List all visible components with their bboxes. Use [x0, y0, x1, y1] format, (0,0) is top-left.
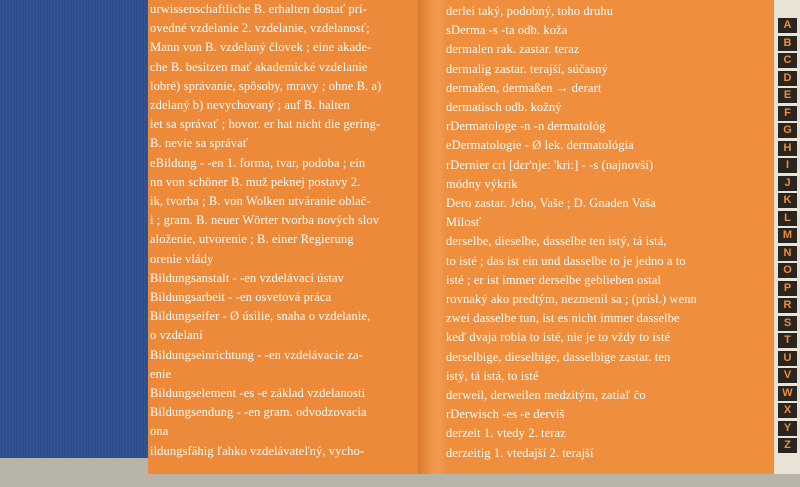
dictionary-line: che B. besitzen mať akademické vzdelanie: [150, 59, 368, 74]
dictionary-line: Bildungseinrichtung - -en vzdelávacie za-: [150, 347, 364, 362]
dictionary-line: zdelaný b) nevychovaný ; auf B. halten: [150, 98, 350, 112]
thumb-tab-e: E: [778, 88, 797, 103]
dictionary-line: Mann von B. vzdelaný človek ; eine akade-: [150, 40, 372, 55]
dictionary-line: derzeit 1. vtedy 2. teraz: [446, 426, 566, 441]
thumb-tab-c: C: [778, 53, 797, 68]
dictionary-line: o vzdelaní: [150, 328, 203, 343]
dictionary-line: Milosť: [446, 215, 482, 230]
dictionary-line: módny výkrik: [446, 176, 518, 191]
dictionary-line: B. nevie sa správať: [150, 136, 249, 151]
dictionary-line: ona: [150, 424, 169, 439]
dictionary-line: i ; gram. B. neuer Wörter tvorba nových slov: [150, 213, 380, 228]
thumb-tab-z: Z: [778, 438, 797, 453]
thumb-tab-m: M: [778, 228, 797, 243]
thumb-tab-u: U: [778, 351, 797, 366]
dictionary-line: derzeitig 1. vtedajší 2. terajší: [446, 445, 594, 460]
thumb-tab-l: L: [778, 211, 797, 226]
dictionary-line: istý, tá istá, to isté: [446, 368, 539, 383]
dictionary-line: urwissenschaftliche B. erhalten dostať prí-: [150, 2, 367, 16]
dictionary-line: ildungsfähig ľahko vzdelávateľný, vycho-: [150, 443, 365, 458]
dictionary-line: keď dvaja robia to isté, nie je to vždy to isté: [446, 330, 671, 345]
thumb-tab-x: X: [778, 403, 797, 418]
dictionary-line: rDermatologe -n -n dermatológ: [446, 119, 606, 134]
thumb-tab-p: P: [778, 281, 797, 296]
dictionary-line: rDerwisch -es -e derviš: [446, 407, 565, 422]
dictionary-line: Bildungsarbeit - -en osvetová práca: [150, 290, 332, 304]
dictionary-line: enie: [150, 366, 172, 381]
thumb-tab-n: N: [778, 246, 797, 261]
thumb-tab-f: F: [778, 106, 797, 121]
thumb-tab-y: Y: [778, 421, 797, 436]
dictionary-line: lobré) správanie, spôsoby, mravy ; ohne B. a): [150, 78, 382, 93]
right-page: [446, 0, 774, 474]
thumb-tab-w: W: [778, 386, 797, 401]
thumb-tab-j: J: [778, 176, 797, 191]
dictionary-line: ik, tvorba ; B. von Wolken utváranie oblač-: [150, 194, 371, 208]
thumb-tab-t: T: [778, 333, 797, 348]
dictionary-line: derlei taký, podobný, toho druhu: [446, 4, 614, 18]
dictionary-line: to isté ; das ist ein und dasselbe to je jedno a to: [446, 253, 686, 268]
dictionary-line: dermatisch odb. kožný: [446, 100, 562, 114]
dictionary-line: Bildungsendung - -en gram. odvodzovacia: [150, 405, 367, 420]
dictionary-line: ovedné vzdelanie 2. vzdelanie, vzdelanosť;: [150, 21, 370, 36]
dictionary-line: isté ; er ist immer derselbe geblieben ostal: [446, 272, 662, 287]
thumb-tab-s: S: [778, 316, 797, 331]
dictionary-line: derselbe, dieselbe, dasselbe ten istý, tá istá,: [446, 234, 667, 249]
dictionary-line: dermaßen, dermaßen → derart: [446, 80, 602, 95]
dictionary-line: Bildungseifer - Ø úsilie, snaha o vzdelanie,: [150, 309, 371, 324]
dictionary-line: Dero zastar. Jeho, Vaše ; D. Gnaden Vaša: [446, 196, 656, 210]
dictionary-line: aloženie, utvorenie ; B. einer Regierung: [150, 232, 354, 247]
dictionary-line: eBildung - -en 1. forma, tvar, podoba ; ein: [150, 155, 366, 170]
thumb-tab-d: D: [778, 71, 797, 86]
dictionary-line: orenie vlády: [150, 251, 214, 266]
thumb-tab-h: H: [778, 141, 797, 156]
thumb-tab-o: O: [778, 263, 797, 278]
dictionary-line: Bildungselement -es -e základ vzdelanosti: [150, 386, 366, 400]
thumb-tab-k: K: [778, 193, 797, 208]
dictionary-line: sDerma -s -ta odb. koža: [446, 23, 568, 38]
dictionary-line: zwei dasselbe tun, ist es nicht immer dasselbe: [446, 311, 680, 326]
dictionary-line: dermalen rak. zastar. teraz: [446, 42, 580, 57]
dictionary-line: derweil, derweilen medzitým, zatiaľ čo: [446, 388, 646, 402]
left-page: [148, 0, 418, 474]
dictionary-line: iet sa správať ; hovor. er hat nicht die gering-: [150, 117, 381, 132]
thumb-tab-v: V: [778, 368, 797, 383]
dictionary-line: dermalig zastar. terajší, súčasný: [446, 61, 608, 76]
dictionary-line: Bildungsanstalt - -en vzdelávací ústav: [150, 270, 345, 285]
dictionary-line: eDermatologie - Ø lek. dermatológia: [446, 138, 634, 153]
thumb-tab-a: A: [778, 18, 797, 33]
thumb-tab-b: B: [778, 36, 797, 51]
thumb-tab-i: I: [778, 158, 797, 173]
thumb-tab-r: R: [778, 298, 797, 313]
book-cover-blue: [0, 0, 162, 472]
dictionary-line: nn von schöner B. muž peknej postavy 2.: [150, 174, 361, 189]
thumb-tab-g: G: [778, 123, 797, 138]
dictionary-line: rDernier cri [dɛr'nje: 'kri:] - -s (najnovší): [446, 157, 654, 172]
dictionary-line: rovnaký ako predtým, nezmenil sa ; (prísl.) wenn: [446, 292, 697, 306]
dictionary-line: derselbige, dieselbige, dasselbige zastar. ten: [446, 349, 671, 364]
